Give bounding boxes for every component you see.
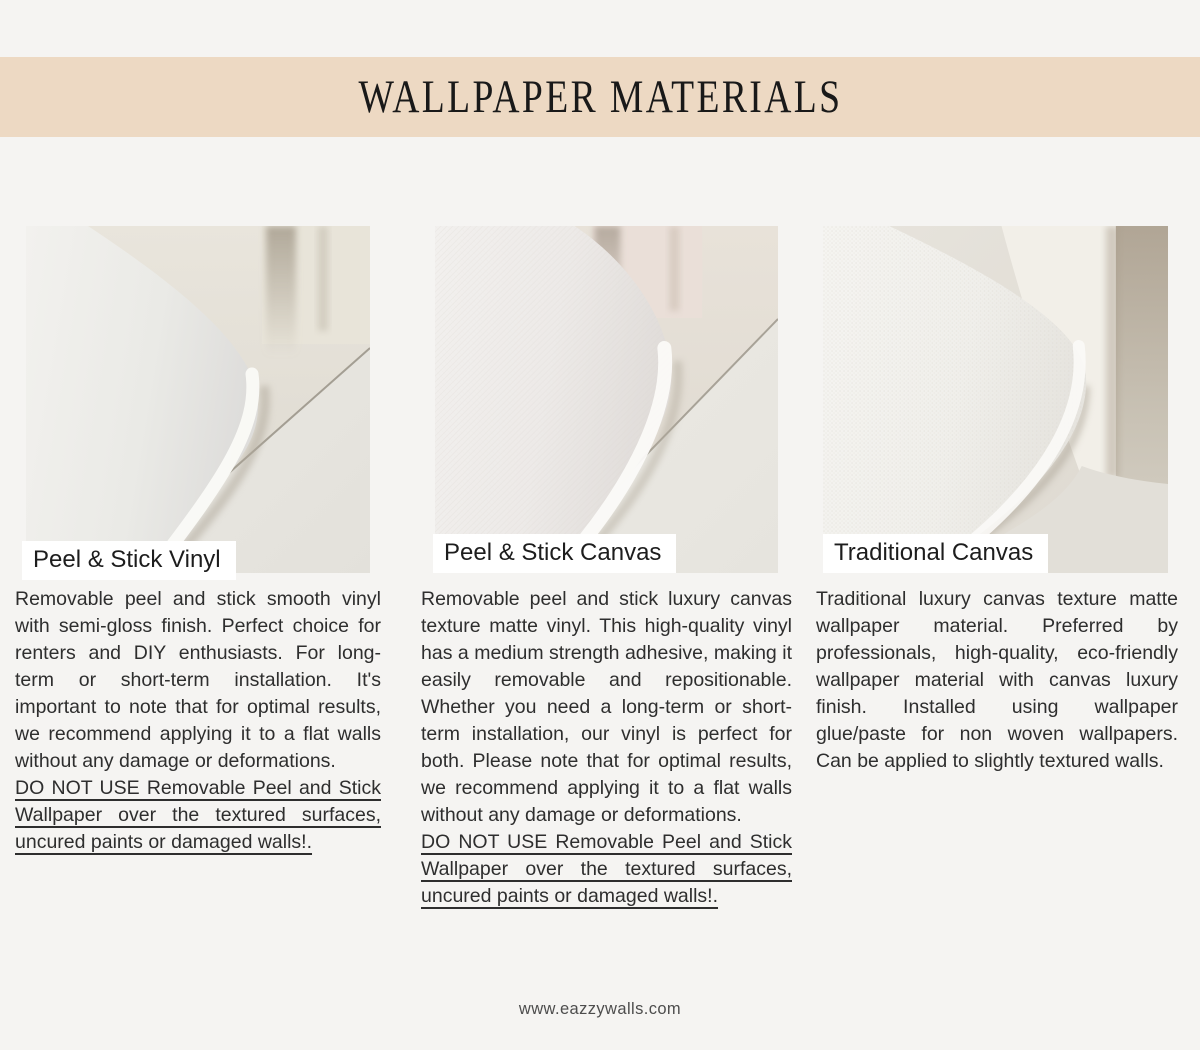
- description-text: Traditional luxury canvas texture matte wallpaper material. Preferred by professionals, high-quality, eco-friendly wallpaper material with canvas luxury finish. Installed using wallpaper glue/paste for non woven wallpapers. Can be applied to slightly textured walls.: [816, 588, 1178, 772]
- material-description-block: [421, 586, 792, 910]
- description-text: Removable peel and stick luxury canvas texture matte vinyl. This high-quality vinyl has a medium strength adhesive, making it easily removable and repositionable. Whether you need a long-term or short-term installation, our vinyl is perfect for both. Please note that for optimal results, we recommend applying it to a flat walls without any damage or deformations.: [421, 588, 792, 826]
- website-url: www.eazzywalls.com: [518, 1000, 682, 1018]
- material-column-peel-stick-vinyl: [15, 226, 381, 856]
- material-column-traditional-canvas: [816, 226, 1178, 775]
- material-description-block: [816, 586, 1178, 775]
- warning-text: DO NOT USE Removable Peel and Stick Wallpaper over the textured surfaces, uncured paints or damaged walls!.: [421, 831, 792, 907]
- peel-stick-vinyl-illustration: [26, 226, 370, 573]
- material-column-peel-stick-canvas: [421, 226, 792, 910]
- traditional-canvas-photo: [823, 226, 1168, 573]
- page-title: WALLPAPER MATERIALS: [358, 71, 842, 123]
- peel-stick-vinyl-photo: [26, 226, 370, 573]
- material-label-peel-stick-canvas: Peel & Stick Canvas: [433, 534, 676, 573]
- material-label-traditional-canvas: Traditional Canvas: [823, 534, 1048, 573]
- material-description-block: [15, 586, 381, 856]
- peel-stick-canvas-illustration: [435, 226, 778, 573]
- traditional-canvas-illustration: [823, 226, 1168, 573]
- title-banner: [0, 57, 1200, 137]
- peel-stick-canvas-photo: [435, 226, 778, 573]
- material-label-peel-stick-vinyl: Peel & Stick Vinyl: [22, 541, 236, 580]
- warning-text: DO NOT USE Removable Peel and Stick Wallpaper over the textured surfaces, uncured paints or damaged walls!.: [15, 777, 381, 853]
- description-text: Removable peel and stick smooth vinyl with semi-gloss finish. Perfect choice for renters and DIY enthusiasts. For long-term or short-term installation. It's important to note that for optimal results, we recommend applying it to a flat walls without any damage or deformations.: [15, 588, 381, 772]
